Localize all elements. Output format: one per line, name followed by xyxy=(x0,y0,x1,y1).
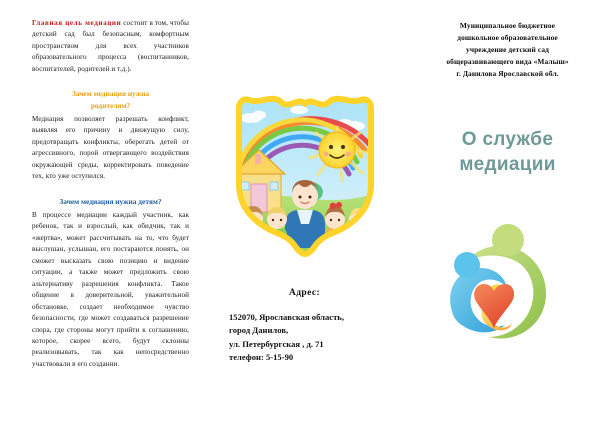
subheading-for-children-line1: Зачем медиация нужна детям? xyxy=(59,196,162,206)
org-name-line-1: Муниципальное бюджетное xyxy=(459,21,556,30)
org-name-line-5: г. Данилова Ярославской обл. xyxy=(456,68,559,78)
page-title-line-2: медиации xyxy=(459,153,556,175)
paragraph-main-goal xyxy=(32,18,189,75)
address-lines xyxy=(215,311,394,364)
lead-in-main-goal: Главная цель медиации xyxy=(32,19,122,27)
address-title: Адрес: xyxy=(288,288,321,298)
org-name-line-2: дошкольное образовательное xyxy=(457,32,558,42)
address-phone: телефон: 5-15-90 xyxy=(229,351,294,362)
subheading-for-parents-line2: родителям? xyxy=(90,100,131,110)
address-line-1: 152070, Ярославская область, xyxy=(229,312,344,322)
subheading-for-parents xyxy=(32,88,189,110)
page-title xyxy=(416,128,599,177)
subheading-for-parents-line1: Зачем медиация нужна xyxy=(71,89,150,99)
page-title-line-1: О службе xyxy=(461,128,554,150)
kindergarten-shield-illustration xyxy=(229,92,381,262)
address-line-3: ул. Петербургская , д. 71 xyxy=(229,338,324,349)
address-line-2: город Данилов, xyxy=(229,325,289,336)
paragraph-main-goal-rest: состоит в том, чтобы детский сад был безопасным, комфортным пространством для всех участников образовательного процесса (воспитанников, воспитателей, родителей и т.д.). xyxy=(32,19,189,73)
org-name-line-3: учреждение детский сад xyxy=(466,44,549,54)
family-heart-logo xyxy=(445,211,570,346)
panel-right xyxy=(406,0,609,431)
panel-middle xyxy=(203,0,406,431)
paragraph-for-children: В процессе медиации каждый участник, как ребенок, так и взрослый, как обидчик, так и «жертва», может рассчитывать на то, что будет выслушан, услышан, его постараются понять, он сможет высказать свою позицию и видение ситуации, а также может предложить свою альтернативу разрешения конфликта. Такое общение в доверительной, уважительной обстановке, создает необходимое чувство безопасности, где может создаваться разрешение спора, где стороны могут прийти к соглашению, которое, скорее всего, будут склонны реализовывать, так как непосредственно участвовали в его создании. xyxy=(32,210,189,368)
paragraph-for-parents: Медиация позволяет разрешать конфликт, выявляя его причину и движущую силу, предотвращать конфликты, оберегать детей от агрессивного, порой отвергающего воздействия окружающей среды, корректировать поведение тех, кто уже оступился. xyxy=(32,114,189,181)
panel-left xyxy=(0,0,203,431)
organization-name xyxy=(416,20,599,80)
org-name-line-4: общеразвивающего вида «Малыш» xyxy=(446,56,569,66)
subheading-for-children xyxy=(32,196,189,207)
address-block xyxy=(215,288,394,364)
